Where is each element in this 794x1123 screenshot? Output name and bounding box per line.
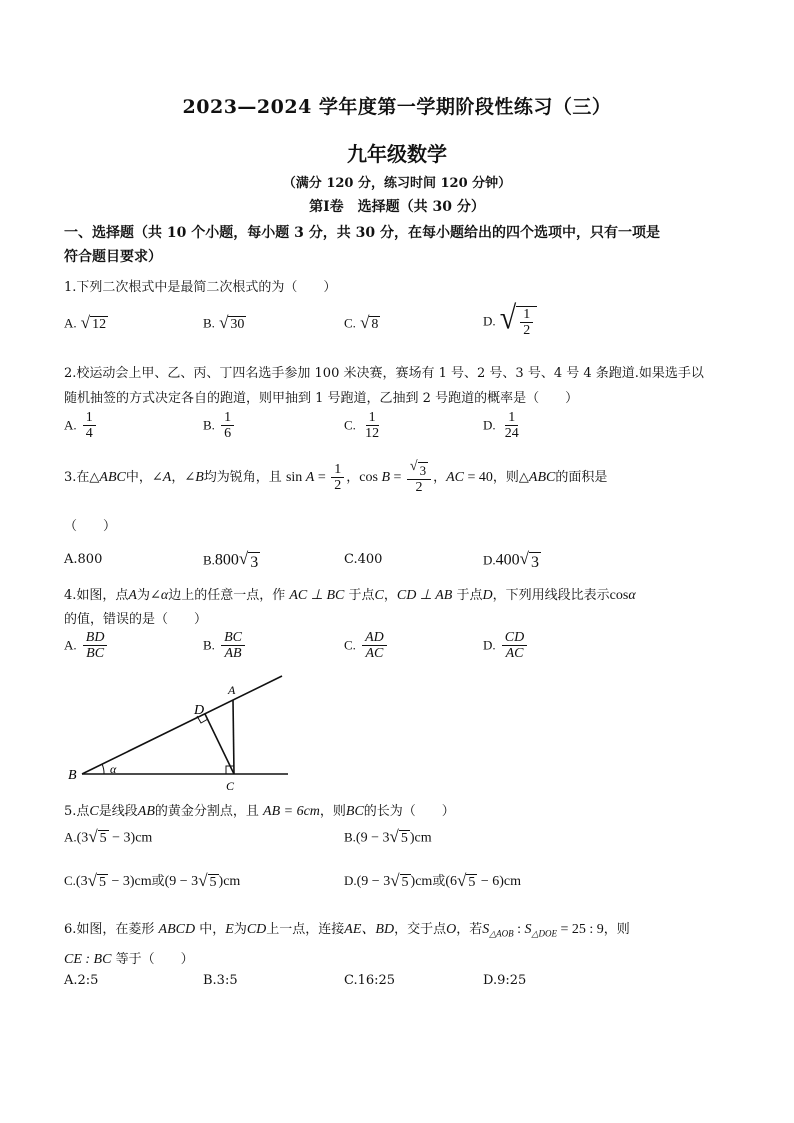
segment-ac bbox=[233, 700, 234, 774]
option-label: B. bbox=[203, 417, 215, 433]
q4-stem-line-2: 的值，错误的是（ ） bbox=[64, 612, 208, 627]
text: 5.点 bbox=[64, 804, 90, 819]
math-ab-eq: AB = 6cm bbox=[263, 804, 320, 819]
fraction-denominator: 6 bbox=[224, 426, 232, 442]
math-part: (3 bbox=[76, 830, 89, 846]
text: 或 bbox=[432, 874, 446, 889]
radicand: 3 bbox=[419, 463, 427, 478]
segment-cd bbox=[205, 714, 234, 774]
math-a: A bbox=[162, 469, 172, 485]
q6-option-d: D.9:25 bbox=[483, 973, 527, 988]
math-c: C bbox=[89, 804, 99, 819]
text: 4.如图，点 bbox=[64, 588, 129, 603]
text: 的面积是 bbox=[555, 469, 608, 485]
label-a: A bbox=[228, 683, 236, 697]
math-eq: = bbox=[390, 469, 405, 485]
fraction-denominator: AC bbox=[365, 646, 384, 662]
math-part: (9 − 3 bbox=[164, 874, 199, 889]
math-o: O bbox=[446, 922, 457, 937]
fraction-numerator: CD bbox=[502, 630, 527, 646]
text: 均为锐角，且 bbox=[203, 469, 286, 485]
fraction-denominator: 4 bbox=[85, 426, 93, 442]
math-cd-perp-ab: CD ⊥ AB bbox=[396, 588, 453, 603]
q3-option-a: A.800 bbox=[64, 552, 103, 567]
volume-heading: 第Ⅰ卷 选择题（共 30 分） bbox=[309, 199, 485, 215]
text: ，∠ bbox=[171, 469, 196, 485]
math-b: B bbox=[195, 469, 204, 485]
option-label: B. bbox=[203, 637, 215, 653]
text: 6.如图，在菱形 bbox=[64, 922, 159, 937]
math-c: C bbox=[374, 588, 384, 603]
math-sin: sin bbox=[285, 469, 306, 485]
fraction-denominator: 2 bbox=[334, 477, 342, 493]
radicand: 3 bbox=[250, 554, 259, 571]
math-d: D bbox=[482, 588, 493, 603]
q3-stem: 3.在△ABC中，∠A，∠B均为锐角，且 sin A = $\frac{1}{2}$ ，cos B = √ 3 2 ，AC = 40，则△ABC的面积是 bbox=[64, 459, 608, 495]
angle-arc bbox=[102, 764, 104, 774]
text: ， bbox=[383, 588, 397, 603]
math-a: A bbox=[128, 588, 137, 603]
math-alpha: α bbox=[628, 588, 636, 603]
math-ratio: = 25 : 9 bbox=[556, 922, 604, 937]
text: 为 bbox=[233, 922, 247, 937]
q2-option-a bbox=[64, 410, 98, 442]
q2-stem-line-1: 2.校运动会上甲、乙、丙、丁四名选手参加 100 米决赛，赛场有 1 号、2 号、3 号、4 号 4 条跑道.如果选手以 bbox=[64, 366, 704, 381]
text: 等于（ ） bbox=[111, 952, 194, 967]
math-abcd: ABCD bbox=[158, 922, 196, 937]
coefficient: 400 bbox=[495, 551, 520, 569]
option-label: C. bbox=[344, 417, 356, 433]
math-subscript: △DOE bbox=[531, 928, 557, 939]
q1-option-c: C. √ 8 bbox=[344, 313, 379, 332]
math-ab: AB bbox=[137, 804, 155, 819]
text: 3.在△ bbox=[64, 469, 100, 485]
q3-option-d: D.400 √ 3 bbox=[483, 549, 539, 571]
q1-option-b: B. √ 30 bbox=[203, 313, 245, 332]
option-label: C. bbox=[344, 637, 356, 653]
radicand: 12 bbox=[92, 317, 107, 332]
option-label: B. bbox=[203, 552, 215, 568]
fraction-numerator: 1 bbox=[505, 410, 518, 426]
text: ，交于点 bbox=[394, 922, 447, 937]
fraction-denominator: AB bbox=[224, 646, 242, 662]
radicand: 5 bbox=[98, 874, 106, 890]
q6-stem-line-2 bbox=[64, 948, 194, 968]
math-eq: = 40 bbox=[464, 469, 493, 485]
q2-option-c bbox=[344, 410, 384, 442]
math-cos: cos bbox=[359, 469, 382, 485]
math-subscript: △AOB bbox=[489, 928, 514, 939]
q2-option-d bbox=[483, 410, 524, 442]
q2-option-b bbox=[203, 410, 236, 442]
text: ， bbox=[346, 469, 360, 485]
math-a: A bbox=[305, 469, 315, 485]
fraction-denominator: 2 bbox=[415, 479, 423, 495]
math-part: − 6)cm bbox=[477, 874, 522, 889]
option-label: A. bbox=[64, 637, 77, 653]
math-e: E bbox=[225, 922, 234, 937]
math-bc: BC bbox=[345, 804, 364, 819]
math-part: (3 bbox=[75, 874, 88, 889]
option-label: D. bbox=[483, 552, 496, 568]
text: 于点 bbox=[452, 588, 483, 603]
fraction-denominator: 12 bbox=[365, 426, 380, 442]
q4-stem-line-1 bbox=[64, 584, 636, 604]
exam-title: 2023—2024 学年度第一学期阶段性练习（三） bbox=[182, 96, 612, 118]
text: 中， bbox=[195, 922, 226, 937]
fraction-denominator: 24 bbox=[504, 426, 519, 442]
math-cos: cos bbox=[609, 588, 629, 603]
ray-ba bbox=[82, 676, 282, 774]
option-label: B. bbox=[344, 829, 356, 845]
fraction-numerator: BC bbox=[221, 630, 245, 646]
math-part: (6 bbox=[445, 874, 457, 889]
exam-subject: 九年级数学 bbox=[347, 142, 447, 166]
radicand: 30 bbox=[230, 317, 245, 332]
option-label: D. bbox=[483, 637, 496, 653]
math-part: )cm bbox=[218, 874, 241, 889]
fraction-denominator: AC bbox=[505, 646, 524, 662]
fraction-numerator: 1 bbox=[221, 410, 234, 426]
q4-option-b bbox=[203, 630, 247, 662]
fraction-numerator: AD bbox=[362, 630, 387, 646]
text: ，则 bbox=[319, 804, 346, 819]
text: 或 bbox=[151, 874, 165, 889]
math-colon: : bbox=[513, 922, 525, 937]
q5-option-a: A.(3 √ 5 − 3)cm bbox=[64, 827, 153, 846]
option-label: C. bbox=[344, 315, 356, 331]
option-label: A. bbox=[64, 315, 77, 331]
math-b: B bbox=[381, 469, 390, 485]
radicand: 5 bbox=[99, 831, 107, 846]
math-s: S bbox=[524, 922, 532, 937]
radicand: 5 bbox=[468, 874, 476, 890]
label-c: C bbox=[226, 779, 235, 792]
fraction-numerator: BD bbox=[83, 630, 108, 646]
text: 上一点，连接 bbox=[266, 922, 345, 937]
radicand: 5 bbox=[209, 874, 217, 890]
exam-info: （满分 120 分，练习时间 120 分钟） bbox=[282, 176, 512, 191]
q4-option-a bbox=[64, 630, 109, 662]
q5-option-d: D.(9 − 3 √ 5 )cm或(6 √ 5 − 6)cm bbox=[344, 870, 522, 890]
q4-option-d bbox=[483, 630, 529, 662]
fraction-numerator: 1 bbox=[331, 462, 344, 478]
text: ，下列用线段比表示 bbox=[492, 588, 610, 603]
q3-bracket: （ ） bbox=[64, 519, 117, 534]
q1-stem: 1.下列二次根式中是最简二次根式的为（ ） bbox=[64, 280, 337, 295]
math-abc: ABC bbox=[99, 469, 126, 485]
option-label: C. bbox=[64, 873, 76, 888]
q1-option-d: D. √ $\frac{1}{2}$ bbox=[483, 304, 537, 339]
text: 边上的任意一点，作 bbox=[168, 588, 290, 603]
option-label: B. bbox=[203, 315, 215, 331]
q6-option-a: A.2:5 bbox=[64, 973, 99, 988]
math-part: (9 − 3 bbox=[356, 874, 391, 889]
text: 的长为（ ） bbox=[363, 804, 455, 819]
option-label: D. bbox=[483, 313, 496, 329]
text: 于点 bbox=[344, 588, 375, 603]
section-instruction-line-2: 符合题目要求） bbox=[64, 249, 162, 265]
q4-option-c bbox=[344, 630, 389, 662]
math-eq: = bbox=[314, 469, 330, 485]
math-part: )cm bbox=[410, 874, 433, 889]
fraction-denominator: BC bbox=[86, 646, 105, 662]
text: 为∠ bbox=[136, 588, 161, 603]
fraction-numerator: 1 bbox=[366, 410, 379, 426]
math-part: − 3)cm bbox=[108, 830, 153, 846]
text: ， bbox=[433, 469, 447, 485]
math-part: − 3)cm bbox=[107, 874, 152, 889]
text: 的黄金分割点，且 bbox=[154, 804, 264, 819]
coefficient: 800 bbox=[214, 551, 239, 569]
section-instruction-line-1: 一、选择题（共 10 个小题，每小题 3 分，共 30 分，在每小题给出的四个选项中，只有一项是 bbox=[64, 225, 660, 241]
text: 中，∠ bbox=[125, 469, 163, 485]
option-label: A. bbox=[64, 829, 77, 845]
q5-option-b: B.(9 − 3 √ 5 )cm bbox=[344, 827, 432, 846]
math-part: )cm bbox=[409, 830, 432, 846]
label-b: B bbox=[68, 768, 77, 783]
q6-stem-line-1 bbox=[64, 918, 630, 940]
math-s: S bbox=[482, 922, 490, 937]
fraction-numerator: 1 bbox=[83, 410, 96, 426]
q6-option-b: B.3:5 bbox=[203, 973, 238, 988]
radicand: 5 bbox=[400, 831, 408, 846]
q3-option-b: B.800 √ 3 bbox=[203, 549, 259, 571]
q5-stem bbox=[64, 800, 455, 820]
text: ，若 bbox=[456, 922, 483, 937]
text: 是线段 bbox=[98, 804, 138, 819]
q1-option-a: A. √ 12 bbox=[64, 313, 107, 332]
q4-triangle-figure bbox=[60, 672, 300, 792]
radicand: 5 bbox=[401, 874, 409, 890]
text: ，则 bbox=[603, 922, 630, 937]
label-alpha: α bbox=[110, 762, 117, 776]
fraction-numerator: 1 bbox=[520, 307, 533, 323]
text: ，则△ bbox=[492, 469, 529, 485]
q6-option-c: C.16:25 bbox=[344, 973, 396, 988]
radicand: 8 bbox=[371, 317, 379, 332]
math-ac: AC bbox=[446, 469, 464, 485]
math-part: (9 − 3 bbox=[355, 830, 390, 846]
math-alpha: α bbox=[160, 588, 169, 603]
math-ce-bc: CE : BC bbox=[64, 952, 112, 967]
math-abc: ABC bbox=[528, 469, 556, 485]
option-label: A. bbox=[64, 417, 77, 433]
option-label: D. bbox=[483, 417, 496, 433]
option-label: D. bbox=[344, 873, 357, 888]
label-d: D bbox=[194, 703, 205, 718]
q3-option-c: C.400 bbox=[344, 552, 383, 567]
q2-stem-line-2: 随机抽签的方式决定各自的跑道，则甲抽到 1 号跑道，乙抽到 2 号跑道的概率是（ ） bbox=[64, 391, 579, 406]
math-cd: CD bbox=[246, 922, 267, 937]
q5-option-c: C.(3 √ 5 − 3)cm或(9 − 3 √ 5 )cm bbox=[64, 870, 241, 890]
fraction-denominator: 2 bbox=[523, 323, 531, 339]
radicand: 3 bbox=[530, 554, 539, 571]
math-ac-perp-bc: AC ⊥ BC bbox=[289, 588, 345, 603]
math-ae-bd: AE、BD bbox=[344, 922, 395, 937]
